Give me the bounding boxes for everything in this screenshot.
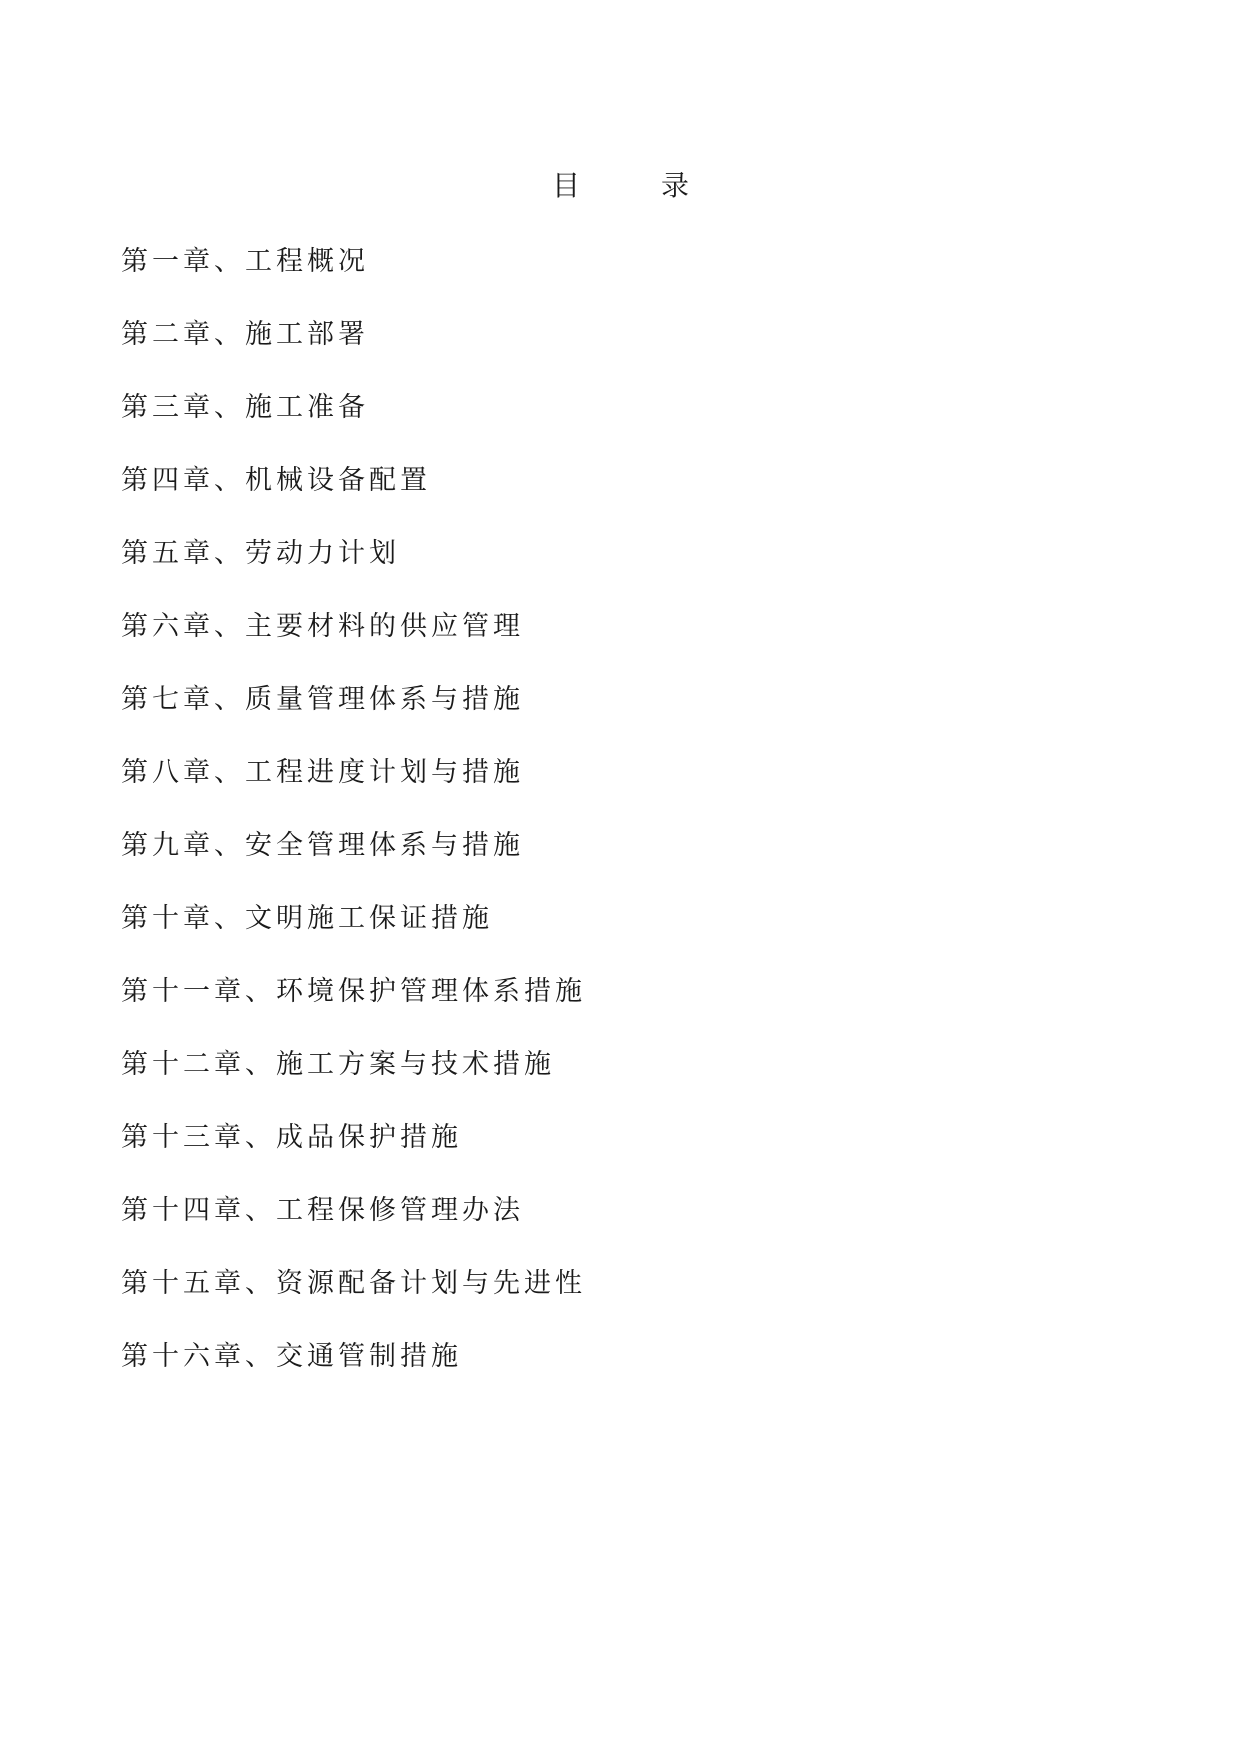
- toc-item-chapter-11: 第十一章、环境保护管理体系措施: [121, 976, 586, 1007]
- toc-item-chapter-9: 第九章、安全管理体系与措施: [121, 830, 524, 861]
- toc-item-chapter-3: 第三章、施工准备: [121, 392, 369, 423]
- toc-item-chapter-8: 第八章、工程进度计划与措施: [121, 757, 524, 788]
- toc-item-chapter-15: 第十五章、资源配备计划与先进性: [121, 1268, 586, 1299]
- toc-item-chapter-14: 第十四章、工程保修管理办法: [121, 1195, 524, 1226]
- toc-item-chapter-6: 第六章、主要材料的供应管理: [121, 611, 524, 642]
- toc-item-chapter-5: 第五章、劳动力计划: [121, 538, 400, 569]
- toc-item-chapter-12: 第十二章、施工方案与技术措施: [121, 1049, 555, 1080]
- toc-item-chapter-13: 第十三章、成品保护措施: [121, 1122, 462, 1153]
- toc-item-chapter-4: 第四章、机械设备配置: [121, 465, 431, 496]
- toc-item-chapter-16: 第十六章、交通管制措施: [121, 1341, 462, 1372]
- toc-item-chapter-1: 第一章、工程概况: [121, 246, 369, 277]
- toc-item-chapter-10: 第十章、文明施工保证措施: [121, 903, 493, 934]
- toc-item-chapter-2: 第二章、施工部署: [121, 319, 369, 350]
- toc-item-chapter-7: 第七章、质量管理体系与措施: [121, 684, 524, 715]
- toc-title: 目 录: [552, 169, 725, 202]
- toc-list: [121, 238, 586, 1406]
